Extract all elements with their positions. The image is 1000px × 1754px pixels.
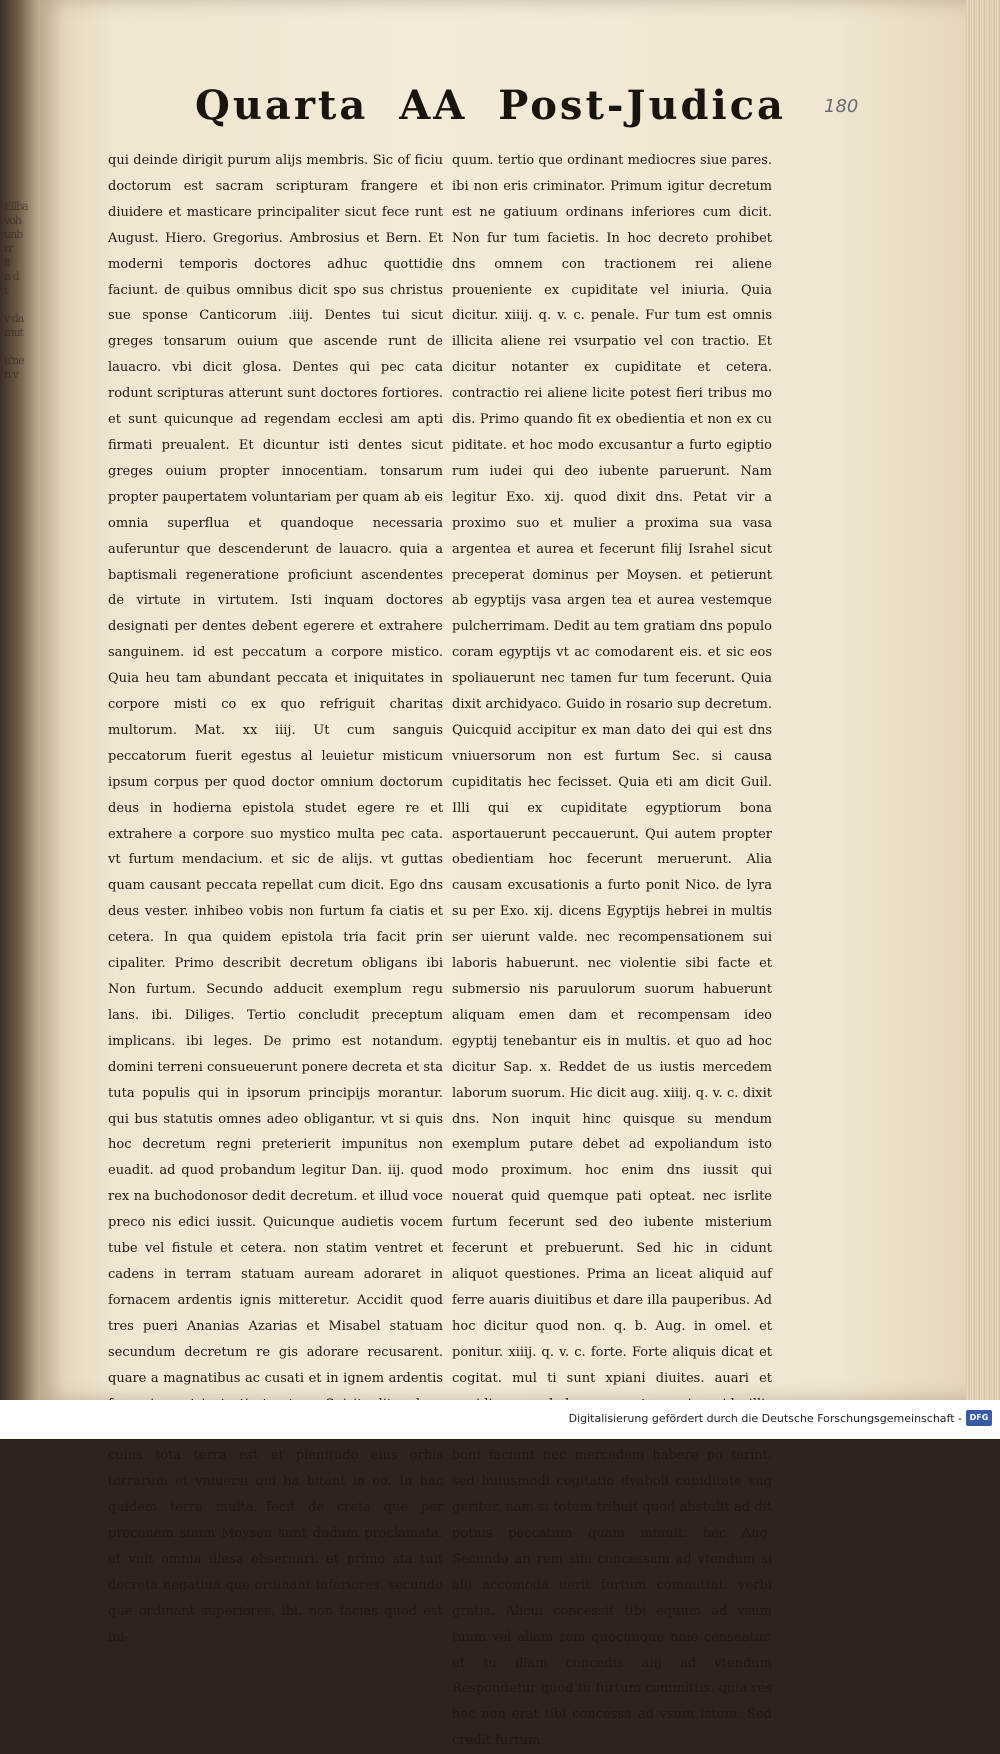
text-column-left bbox=[108, 148, 443, 1645]
facing-page-fragment: Eilba voh unb rr lt n d i. v da mut u'ne n v bbox=[4, 200, 28, 381]
running-header: Quarta AA Post-Judica bbox=[195, 82, 786, 129]
footer-bar bbox=[0, 1400, 1000, 1439]
funding-notice: Digitalisierung gefördert durch die Deutsche Forschungsgemeinschaft - bbox=[568, 1412, 962, 1425]
right-column-text: quum. tertio que ordinant mediocres siue pares. ibi non eris criminator. Primum igitur decretum est ne gatiuum ordinans inferiores cum dicit. Non fur tum facietis. In hoc decreto prohibet dns omnem con tractionem rei aliene proueniente ex cupiditate vel iniuria. Quia dicitur. xiiij. q. v. c. penale. Fur tum est omnis illicita aliene rei vsurpatio vel con tractio. Et dicitur notanter ex cupiditate et cetera. contractio rei aliene licite potest fieri tribus mo dis. Primo quando fit ex obedientia et non ex cu piditate. et hoc modo excusantur a furto egiptio rum iudei qui deo iubente paruerunt. Nam legitur Exo. xij. quod dixit dns. Petat vir a proximo suo et mulier a proxima sua vasa argentea et aurea et fecerunt filij Israhel sicut preceperat dominus per Moysen. et petierunt ab egyptijs vasa argen tea et aurea vestemque pulcherrimam. Dedit au tem gratiam dns populo coram egyptijs vt ac comodarent eis. et sic eos spoliauerunt nec tamen fur tum fecerunt. Quia dixit archidyaco. Guido in rosario sup decretum. Quicquid accipitur ex man dato dei qui est dns vniuersorum non est furtum Sec. si causa cupiditatis hec fecisset. Quia eti am dicit Guil. Illi qui ex cupiditate egyptiorum bona asportauerunt peccauerunt. Qui autem propter obedientiam hoc fecerunt meruerunt. Alia causam excusationis a furto ponit Nico. de lyra su per Exo. xij. dicens Egyptijs hebrei in multis ser uierunt valde. nec recompensationem sui laboris habuerunt. nec violentie sibi facte et submersio nis paruulorum suorum habuerunt aliquam emen dam et recompensam ideo egyptij tenebantur eis in multis. et quo ad hoc dicitur Sap. x. Reddet de us iustis mercedem laborum suorum. Hic dicit aug. xiiij. q. v. c. dixit dns. Non inquit hinc quisque su mendum exemplum putare debet ad expoliandum isto modo proximum. hoc enim dns iussit qui nouerat quid quemque pati opteat. nec isrlite furtum fecerunt sed deo iubente misterium fecerunt et prebuerunt. Sed hic in cidunt aliquot questiones. Prima an liceat aliquid auf ferre auaris diuitibus et dare illa pauperibus. Ad hoc dicitur quod non. q. b. Aug. in omel. et ponitur. xiiij. q. v. c. forte. Forte aliquis dicat et cogitat. mul ti sunt xpiani diuites. auari et boni faciunt nec mercedem habere po terint. sed huiusmodi cogitatio dyaboli cupiditate sug geritur. nam si totum tribuit quod abstulit ad dit potius peccatum quam minuit. hec Aug. Secundo an rem sibi concessam ad vtendum si alij accomoda uerit furtum committat. verbi gratia. Alicui concessit tibi equum ad vsum tuum vel aliam rem quocunque noie censeatur. et tu illam concedis alij ad vtendum Respondetur quod tu furtum committis. quia res hec non erat tibi concessa ad vsum istum. Sed credit furtum bbox=[452, 153, 772, 1749]
folio-number: 180 bbox=[824, 96, 859, 117]
page-fore-edge bbox=[966, 0, 1000, 1400]
left-column-text: qui deinde dirigit purum alijs membris. Sic of ficiu doctorum est sacram scripturam frangere et diuidere et masticare principaliter sicut fece runt August. Hiero. Gregorius. Ambrosius et Bern. Et moderni temporis doctores adhuc quottidie faciunt. de quibus omnibus dicit spo sus christus sue sponse Canticorum .iiij. Dentes tui sicut greges tonsarum ouium que ascende runt de lauacro. vbi dicit glosa. Dentes qui pec cata rodunt scripturas atterunt sunt doctores fortiores. et sunt quicunque ad regendam ecclesi am apti firmati preualent. Et dicuntur isti dentes sicut greges ouium propter innocentiam. tonsarum propter paupertatem voluntariam per quam ab eis omnia superflua et quandoque necessaria auferuntur que descenderunt de lauacro. quia a baptismali regeneratione proficiunt ascendentes de virtute in virtutem. Isti inquam doctores designati per dentes debent egerere et extrahere sanguinem. id est peccatum a corpore mistico. Quia heu tam abundant peccata et iniquitates in corpore misti co ex quo refriguit charitas multorum. Mat. xx iiij. Ut cum sanguis peccatorum fuerit egestus al leuietur misticum ipsum corpus per quod doctor omnium doctorum deus in hodierna epistola studet egere re et extrahere a corpore suo mystico multa pec cata. vt furtum mendacium. et sic de alijs. vt guttas quam causant peccata repellat cum dicit. Ego dns deus vester. inhibeo vobis non furtum fa ciatis et cetera. In qua quidem epistola tria facit prin cipaliter. Primo describit decretum obligans ibi Non furtum. Secundo adducit exemplum regu lans. ibi. Diliges. Tertio concludit preceptum implicans. ibi leges. De primo est notandum. domini terreni consueuerunt ponere decreta et sta tuta populis qui in ipsorum principijs morantur. qui bus statutis omnes adeo obligantur. vt si quis hoc decretum regni preterierit impunitus non euadit. ad quod probandum legitur Dan. iij. quod rex na buchodonosor dedit decretum. et illud voce preco nis edici iussit. Quicunque audietis vocem tube vel fistule et cetera. non statim ventret et cadens in terram statuam auream adoraret in fornacem ardentis ignis mitteretur. Accidit quod tres pueri Ananias Azarias et Misabel statuam secundum decretum re gis adorare recusarent. quare a magnatibus ac cusati et in ignem ardentis cuius tota terra est et plenitudo eius orbis terrarum et vniuersi qui ha bitant in eo. In hac quidem terra multa fecit de creta que per preconem suum Moysen sunt dudum proclamata. et vult omnia illesa obseruari. et primo sta tuit decreta negatiua que ordinant inferiores. secundo que ordinant superiores. ibi. non facias quod est ini- bbox=[108, 153, 443, 1645]
dfg-logo-icon: DFG bbox=[966, 1410, 992, 1426]
